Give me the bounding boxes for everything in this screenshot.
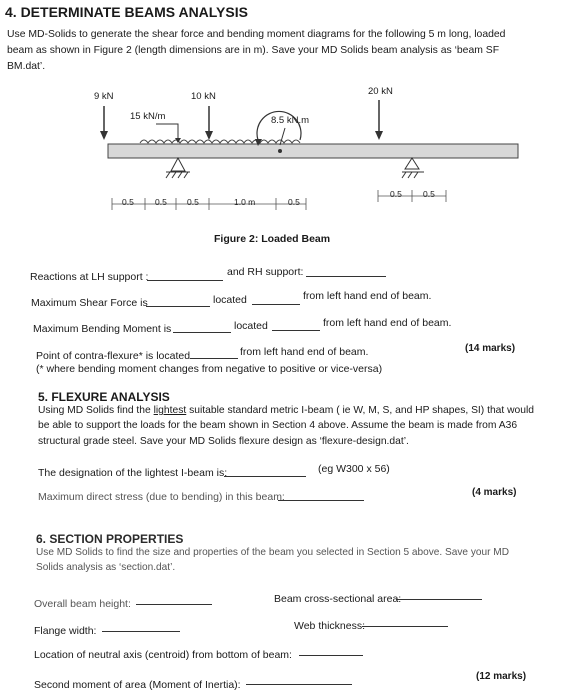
s5-para-line-3: structural grade steel. Save your MD Solids flexure design as ‘flexure-design.dat’. [38,436,409,447]
s5-para-line-2: be able to support the loads for the beam shown in Section 4 above. Assume the beam is made from A36 [38,420,518,431]
load-9kn-arrow [100,131,108,140]
answer-blank[interactable] [246,684,352,685]
answer-blank[interactable] [272,330,320,331]
dim-label: 0.5 [155,197,167,207]
q-located: located [213,294,247,306]
q-neutral-axis: Location of neutral axis (centroid) from bottom of beam: [34,649,292,661]
q-designation: The designation of the lightest I-beam is: [38,467,228,479]
s6-marks: (12 marks) [476,671,527,682]
answer-blank[interactable] [173,332,231,333]
dim-label: 1.0 m [234,197,256,207]
answer-blank[interactable] [278,500,364,501]
answer-blank[interactable] [147,280,223,281]
q-from-left: from left hand end of beam. [240,346,369,358]
q-located: located [234,320,268,332]
s6-para-line-1: Use MD Solids to find the size and properties of the beam you selected in Section 5 above. Save your MD [36,547,509,558]
lightest-word: lightest [153,405,187,416]
section-6-title: 6. SECTION PROPERTIES [36,532,184,546]
s4-marks: (14 marks) [465,343,516,354]
q-cross-area: Beam cross-sectional area: [274,593,402,605]
load-20kn-label: 20 kN [368,86,393,97]
distributed-load-curve [140,140,300,143]
q-max-shear: Maximum Shear Force is [31,297,148,309]
q-from-left: from left hand end of beam. [323,317,452,329]
load-9kn-label: 9 kN [94,91,114,102]
section-4-title: 4. DETERMINATE BEAMS ANALYSIS [5,4,248,20]
answer-blank[interactable] [306,276,386,277]
q-beam-height: Overall beam height: [34,598,131,610]
q-reactions-rh: and RH support: [227,266,304,278]
q-max-bending: Maximum Bending Moment is [33,323,172,335]
dist-load-leader [156,124,178,140]
answer-blank[interactable] [362,626,448,627]
answer-blank[interactable] [396,599,482,600]
answer-blank[interactable] [224,476,306,477]
rh-roller-support [402,158,424,178]
s4-intro-line-2: beam as shown in Figure 2 (length dimensions are in m). Save your MD Solids beam analysis as ‘beam SF [7,45,500,56]
dim-label: 0.5 [122,197,134,207]
dim-label: 0.5 [423,189,435,199]
load-10kn-label: 10 kN [191,91,216,102]
load-20kn-arrow [375,131,383,140]
answer-blank[interactable] [146,306,210,307]
dim-label: 0.5 [187,197,199,207]
answer-blank[interactable] [190,358,238,359]
section-5-title: 5. FLEXURE ANALYSIS [38,390,170,404]
dim-label: 0.5 [390,189,402,199]
s5-marks: (4 marks) [472,487,517,498]
answer-blank[interactable] [136,604,212,605]
load-10kn-arrow [205,131,213,140]
q-reactions-lh: Reactions at LH support : [30,271,149,283]
q-from-left: from left hand end of beam. [303,290,432,302]
s4-intro-line-1: Use MD-Solids to generate the shear force and bending moment diagrams for the following 5 m long, loaded [7,29,506,40]
lh-pin-support [166,158,190,178]
dim-label: 0.5 [288,197,300,207]
answer-blank[interactable] [252,304,300,305]
s5-para-line-1: Using MD Solids find the lightest suitable standard metric I-beam ( ie W, M, S, and HP shapes, SI) that would [38,405,535,416]
answer-blank[interactable] [299,655,363,656]
moment-label: 8.5 kN.m [271,115,310,126]
s4-intro-line-3: BM.dat’. [7,61,46,72]
q-moment-inertia: Second moment of area (Moment of Inertia): [34,679,241,691]
q-flange-width: Flange width: [34,625,97,637]
designation-example: (eg W300 x 56) [318,463,390,475]
beam [108,144,518,158]
q-max-stress: Maximum direct stress (due to bending) in this beam: [38,491,285,503]
figure-caption: Figure 2: Loaded Beam [214,233,331,245]
answer-blank[interactable] [102,631,180,632]
dist-load-label: 15 kN/m [130,111,166,122]
q-contra-flexure: Point of contra-flexure* is located [36,350,191,362]
s6-para-line-2: Solids analysis as ‘section.dat’. [36,562,176,573]
q-web-thickness: Web thickness: [294,620,366,632]
contra-note: (* where bending moment changes from negative to positive or vice-versa) [36,363,383,375]
